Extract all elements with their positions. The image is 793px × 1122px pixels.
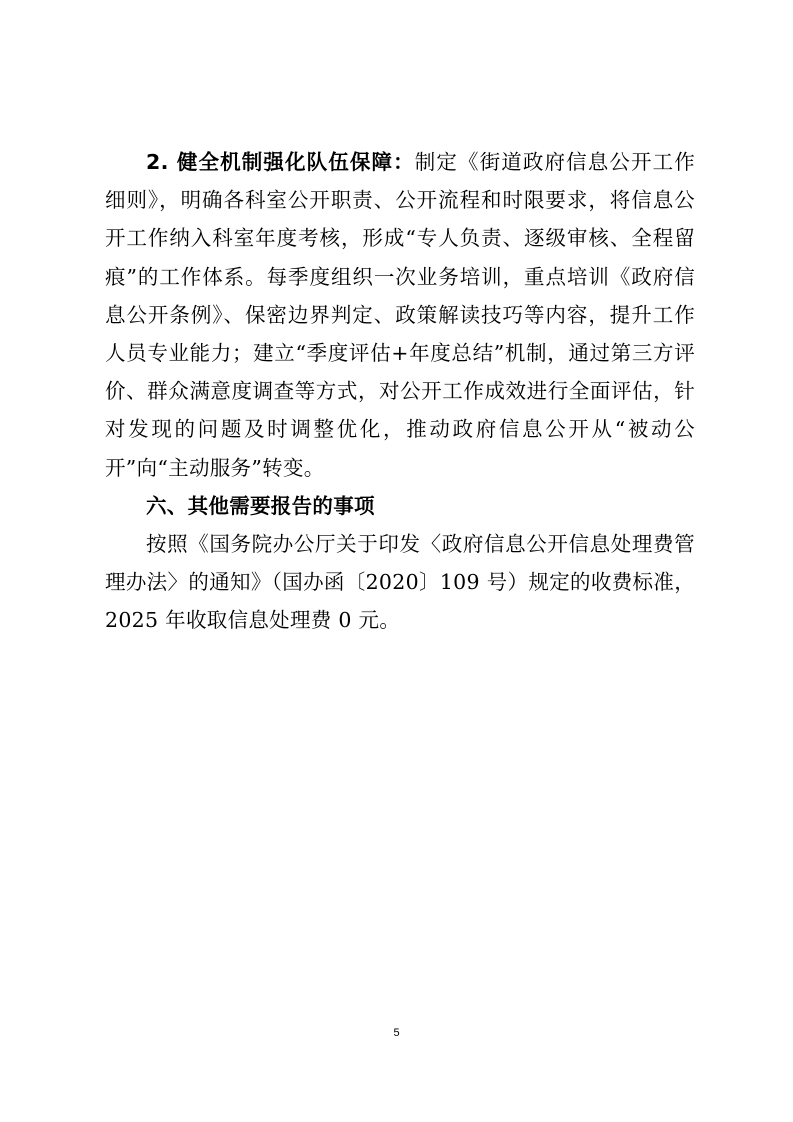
document-body — [105, 143, 695, 640]
section-heading: 六、其他需要报告的事项 — [146, 493, 375, 518]
paragraph-mechanism — [105, 143, 695, 487]
paragraph-lead: 2. 健全机制强化队伍保障： — [146, 150, 415, 174]
paragraph-fees: 按照《国务院办公厅关于印发〈政府信息公开信息处理费管理办法〉的通知》（国办函〔2020〕109 号）规定的收费标准，2025 年收取信息处理费 0 元。 — [105, 532, 695, 633]
paragraph-body: 制定《街道政府信息公开工作细则》，明确各科室公开职责、公开流程和时限要求，将信息公开工作纳入科室年度考核，形成“专人负责、逐级审核、全程留痕”的工作体系。每季度组织一次业务培训，重点培训《政府信息公开条例》、保密边界判定、政策解读技巧等内容，提升工作人员专业能力；建立“季度评估+年度总结”机制，通过第三方评价、群众满意度调查等方式，对公开工作成效进行全面评估，针对发现的问题及时调整优化，推动政府信息公开从“被动公开”向“主动服务”转变。 — [105, 150, 696, 480]
page-number: 5 — [393, 1027, 400, 1039]
